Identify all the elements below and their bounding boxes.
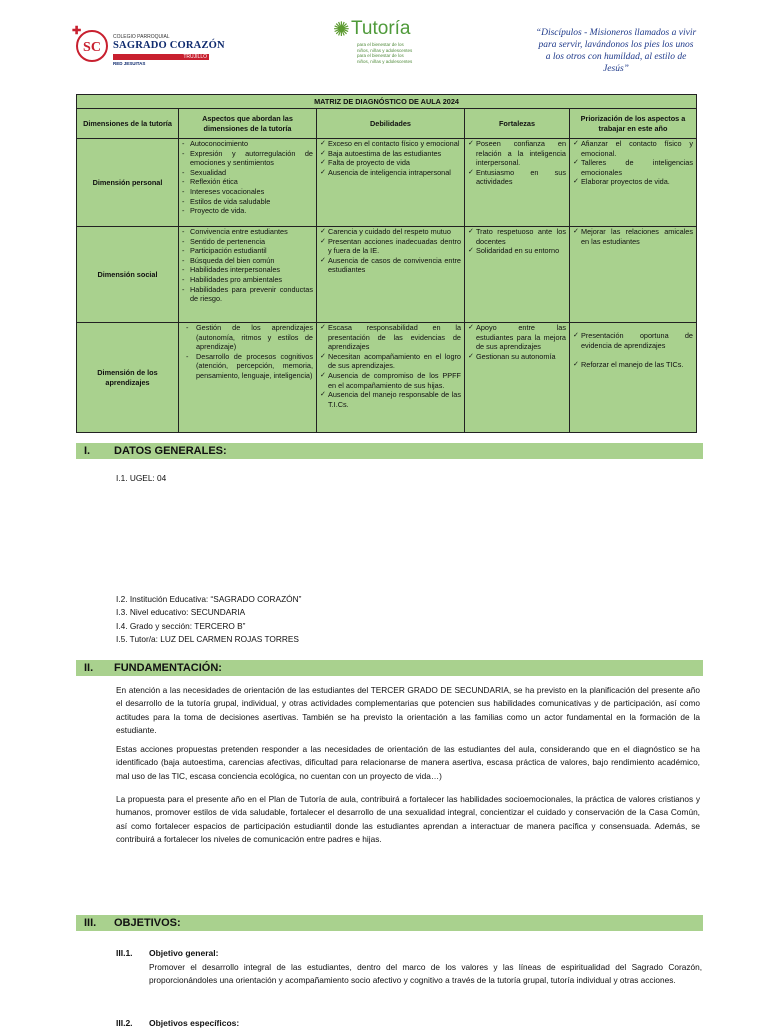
datos-ugel: I.1. UGEL: 04 xyxy=(116,473,167,483)
list-item: ✓ Poseen confianza en relación a la inteligencia interpersonal. xyxy=(468,139,566,168)
list-item: ✓ Carencia y cuidado del respeto mutuo xyxy=(320,227,461,237)
tutoria-tagline: para el bienestar de los niños, niñas y adolescentes para el bienestar de los niños, niñas y adolescentes xyxy=(357,42,413,64)
objetivos-especificos-heading: III.2. Objetivos específicos: xyxy=(116,1018,240,1028)
list-item: ✓ Mejorar las relaciones amicales en las estudiantes xyxy=(573,227,693,246)
fundamentacion-p1: En atención a las necesidades de orientación de las estudiantes del TERCER GRADO DE SECUNDARIA, se ha previsto en la planificación del presente año el desarrollo de la tutoría grupal, individual, y otras actividades complementarias que potencien sus habilidades comunicativas y de participación, así como actitudes para la toma de decisiones asertivas. También se ha previsto la orientación a las familias como un actor fundamental en la formación de la estudiante. xyxy=(116,685,700,735)
diagnostic-matrix xyxy=(76,94,697,433)
list-item: ✓ Falta de proyecto de vida xyxy=(320,158,461,168)
sc-emblem: SC xyxy=(76,30,108,62)
tutoria-logo xyxy=(333,18,425,66)
list-item: ✓ Solidaridad en su entorno xyxy=(468,246,566,256)
list-item: - Proyecto de vida. xyxy=(182,206,313,216)
fundamentacion-p3: La propuesta para el presente año en el Plan de Tutoría de aula, contribuirá a fortalecer las habilidades socioemocionales, la práctica de valores cristianos y humanos, promover estilos de vida saludable, fortalecer el desarrollo de una sexualidad integral, concientizar el cuidado y conservación de la Casa Común, así como fortalecer espacios de participación estudiantil donde las estudiantes aprendan a interactuar de manera pacífica y consensuada. Además, se contribuirá a fortalecer los niveles de comunicación entre padres e hijas. xyxy=(116,794,700,844)
cell-fortalezas xyxy=(465,139,570,227)
list-item: - Participación estudiantil xyxy=(182,246,313,256)
list-item: ✓ Elaborar proyectos de vida. xyxy=(573,177,693,187)
datos-ie: I.2. Institución Educativa: “SAGRADO CORAZÓN” xyxy=(116,594,302,604)
list-item: - Habilidades pro ambientales xyxy=(182,275,313,285)
section-title: OBJETIVOS: xyxy=(114,917,181,929)
list-item: ✓ Presentación oportuna de evidencia de aprendizajes xyxy=(573,331,693,350)
matrix-row xyxy=(77,139,697,227)
datos-nivel: I.3. Nivel educativo: SECUNDARIA xyxy=(116,607,246,617)
matrix-column-header: Dimensiones de la tutoría xyxy=(77,109,179,139)
school-network: RED JESUITAS xyxy=(113,61,146,66)
cell-fortalezas xyxy=(465,323,570,433)
cell-aspectos xyxy=(179,139,317,227)
cell-priorizacion xyxy=(570,139,697,227)
school-name: SAGRADO CORAZÓN xyxy=(113,40,225,51)
dimension-label: Dimensión personal xyxy=(77,139,179,227)
cell-debilidades xyxy=(317,139,465,227)
list-item: ✓ Ausencia de compromiso de los PPFF en el acompañamiento de sus hijas. xyxy=(320,371,461,390)
school-type: COLEGIO PARROQUIAL xyxy=(113,34,170,40)
fundamentacion-p2: Estas acciones propuestas pretenden responder a las necesidades de orientación de las estudiantes del aula, considerando que en el diagnóstico se ha identificado (baja autoestima, carencias afectivas, dificultad para relacionarse de manera asertiva, escasa práctica de valores, bajo rendimiento académico, mal uso de las TIC, escasa conciencia ecológica, no cuentan con un proyecto de vida…) xyxy=(116,744,700,781)
list-item: ✓ Necesitan acompañamiento en el logro de sus aprendizajes. xyxy=(320,352,461,371)
list-item: - Estilos de vida saludable xyxy=(182,197,313,207)
list-item: ✓ Exceso en el contacto físico y emocional xyxy=(320,139,461,149)
list-item: - Habilidades para prevenir conductas de riesgo. xyxy=(182,285,313,304)
section-title: DATOS GENERALES: xyxy=(114,445,227,457)
list-item: - Habilidades interpersonales xyxy=(182,265,313,275)
list-item: ✓ Reforzar el manejo de las TICs. xyxy=(573,360,693,370)
list-item: ✓ Trato respetuoso ante los docentes xyxy=(468,227,566,246)
matrix-column-header: Aspectos que abordan las dimensiones de la tutoría xyxy=(179,109,317,139)
tutoria-title: Tutoría xyxy=(351,18,411,39)
objetivo-general-heading: III.1. Objetivo general: xyxy=(116,948,219,958)
section-objetivos: III. OBJETIVOS: xyxy=(76,915,703,931)
cell-aspectos xyxy=(179,323,317,433)
list-item: - Sentido de pertenencia xyxy=(182,237,313,247)
list-item: - Sexualidad xyxy=(182,168,313,178)
list-item: ✓ Talleres de inteligencias emocionales xyxy=(573,158,693,177)
matrix-row xyxy=(77,227,697,323)
flower-icon: ✺ xyxy=(333,19,350,41)
list-item: - Desarrollo de procesos cognitivos (atención, percepción, memoria, pensamiento, lenguaje, inteligencia) xyxy=(182,352,313,381)
list-item: ✓ Ausencia del manejo responsable de las T.I.Cs. xyxy=(320,390,461,409)
list-item: - Gestión de los aprendizajes (autonomía, ritmos y estilos de aprendizaje) xyxy=(182,323,313,352)
list-item: ✓ Escasa responsabilidad en la presentación de las evidencias de aprendizajes xyxy=(320,323,461,352)
list-item: ✓ Apoyo entre las estudiantes para la mejora de sus aprendizajes xyxy=(468,323,566,352)
school-city: TRUJILLO xyxy=(113,54,209,60)
section-datos-generales: I. DATOS GENERALES: xyxy=(76,443,703,459)
list-item: ✓ Ausencia de casos de convivencia entre estudiantes xyxy=(320,256,461,275)
list-item: - Intereses vocacionales xyxy=(182,187,313,197)
list-item: ✓ Gestionan su autonomía xyxy=(468,352,566,362)
section-fundamentacion: II. FUNDAMENTACIÓN: xyxy=(76,660,703,676)
dimension-label: Dimensión de los aprendizajes xyxy=(77,323,179,433)
list-item: - Reflexión ética xyxy=(182,177,313,187)
list-item: ✓ Baja autoestima de las estudiantes xyxy=(320,149,461,159)
datos-grado: I.4. Grado y sección: TERCERO B” xyxy=(116,621,246,631)
school-logo xyxy=(72,25,225,68)
list-item: - Expresión y autorregulación de emociones y sentimientos xyxy=(182,149,313,168)
school-motto: “Discípulos - Misioneros llamados a vivir para servir, lavándonos los pies los unos a los otros con humildad, al estilo de Jesús” xyxy=(535,28,697,74)
list-item: ✓ Afianzar el contacto físico y emocional. xyxy=(573,139,693,158)
list-item: - Autoconocimiento xyxy=(182,139,313,149)
list-item: ✓ Presentan acciones inadecuadas dentro y fuera de la IE. xyxy=(320,237,461,256)
list-item: - Búsqueda del bien común xyxy=(182,256,313,266)
cell-debilidades xyxy=(317,323,465,433)
cell-priorizacion xyxy=(570,227,697,323)
matrix-column-header: Priorización de los aspectos a trabajar en este año xyxy=(570,109,697,139)
datos-tutor: I.5. Tutor/a: LUZ DEL CARMEN ROJAS TORRES xyxy=(116,634,299,644)
matrix-column-header: Debilidades xyxy=(317,109,465,139)
cell-debilidades xyxy=(317,227,465,323)
section-title: FUNDAMENTACIÓN: xyxy=(114,662,222,674)
cross-icon: ✚ xyxy=(72,25,82,37)
cell-priorizacion xyxy=(570,323,697,433)
page-header xyxy=(0,0,768,90)
list-item: - Convivencia entre estudiantes xyxy=(182,227,313,237)
cell-aspectos xyxy=(179,227,317,323)
cell-fortalezas xyxy=(465,227,570,323)
list-item: ✓ Entusiasmo en sus actividades xyxy=(468,168,566,187)
matrix-title: MATRIZ DE DIAGNÓSTICO DE AULA 2024 xyxy=(77,95,697,109)
matrix-column-header: Fortalezas xyxy=(465,109,570,139)
objetivo-general-text: Promover el desarrollo integral de las estudiantes, dentro del marco de los valores y las líneas de espiritualidad del Sagrado Corazón, proporcionándoles una orientación y acompañamiento socio afectivo y cognitivo a través de la tutoría grupal, tutoría individual y otras acciones. xyxy=(149,962,702,986)
dimension-label: Dimensión social xyxy=(77,227,179,323)
matrix-row xyxy=(77,323,697,433)
list-item: ✓ Ausencia de inteligencia intrapersonal xyxy=(320,168,461,178)
